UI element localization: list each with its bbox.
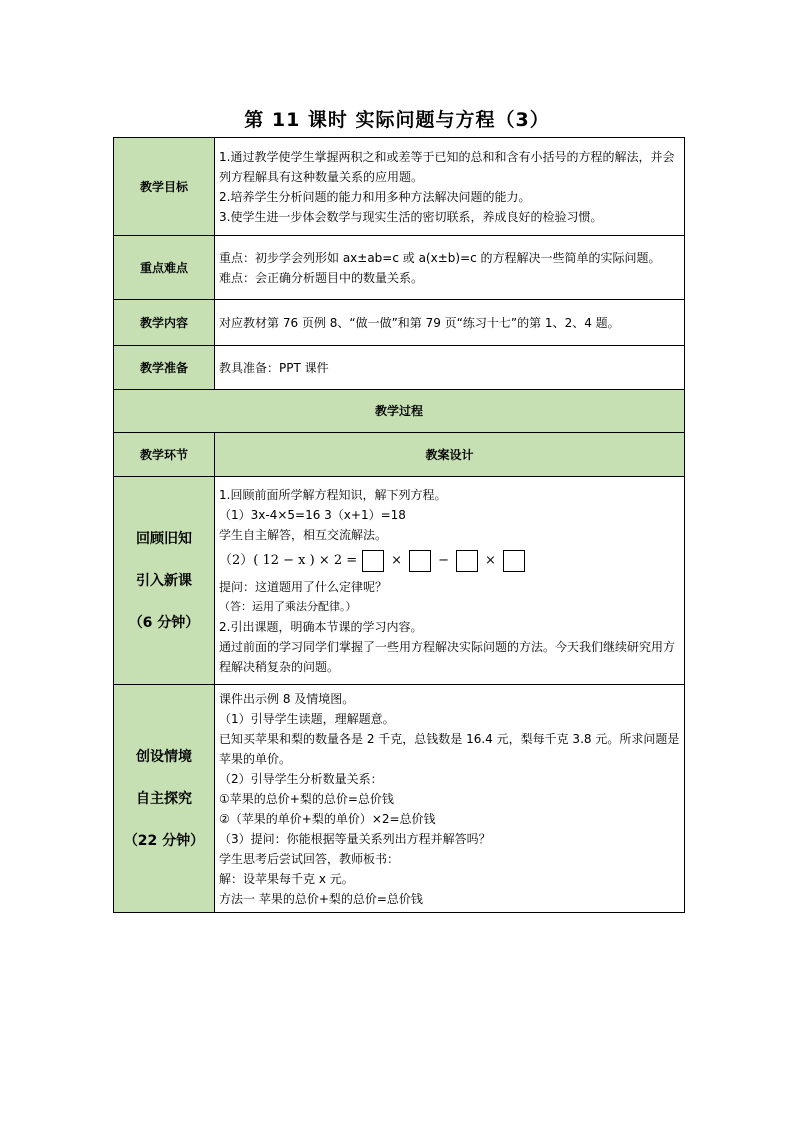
blank-box-3 bbox=[456, 550, 478, 572]
content-stage-2 bbox=[215, 685, 685, 913]
stage-2-line-9: 解：设苹果每千克 x 元。 bbox=[219, 871, 354, 886]
goal-line-1: 1.通过教学使学生掌握两积之和或差等于已知的总和和含有小括号的方程的解法，并会列方程解具有这种数量关系的应用题。 bbox=[219, 149, 675, 184]
stage-2-line-4: （2）引导学生分析数量关系： bbox=[219, 771, 383, 786]
stage-1-line-3: 学生自主解答，相互交流解法。 bbox=[219, 527, 388, 542]
stage-2-label-line-3: （22 分钟） bbox=[123, 832, 205, 849]
minus-sign: − bbox=[438, 552, 449, 568]
stage-2-line-10: 方法一 苹果的总价+梨的总价=总价钱 bbox=[219, 891, 423, 906]
label-stage-2 bbox=[114, 685, 215, 913]
row-key-points bbox=[114, 236, 685, 300]
stage-2-line-6: ②（苹果的单价+梨的单价）×2=总价钱 bbox=[219, 811, 436, 826]
blank-box-2 bbox=[409, 550, 431, 572]
stage-1-line-summary: 通过前面的学习同学们掌握了一些用方程解决实际问题的方法。今天我们继续研究用方程解决稍复杂的问题。 bbox=[219, 639, 676, 674]
process-header: 教学过程 bbox=[114, 390, 685, 433]
label-key-points: 重点难点 bbox=[114, 236, 215, 300]
stage-header-col2: 教案设计 bbox=[215, 433, 685, 477]
stage-2-line-3: 已知买苹果和梨的数量各是 2 千克，总钱数是 16.4 元，梨每千克 3.8 元。所求问题是苹果的单价。 bbox=[219, 731, 680, 766]
stage-2-line-5: ①苹果的总价+梨的总价=总价钱 bbox=[219, 791, 394, 806]
key-point-line-1: 重点：初步学会列形如 ax±ab=c 或 a(x±b)=c 的方程解决一些简单的实际问题。 bbox=[219, 250, 661, 265]
stage-2-line-1: 课件出示例 8 及情境图。 bbox=[219, 691, 355, 706]
row-content bbox=[114, 300, 685, 346]
stage-1-line-2: （1）3x-4×5=16 3（x+1）=18 bbox=[219, 507, 406, 522]
equation-row bbox=[219, 545, 680, 577]
stage-1-question: 提问：这道题用了什么定律呢？ bbox=[219, 579, 388, 594]
stage-2-line-2: （1）引导学生读题，理解题意。 bbox=[219, 711, 395, 726]
lesson-plan-table bbox=[113, 137, 685, 913]
stage-1-line-intro: 2.引出课题，明确本节课的学习内容。 bbox=[219, 619, 423, 634]
blank-box-1 bbox=[362, 550, 384, 572]
row-stage-1 bbox=[114, 477, 685, 685]
row-stage-2 bbox=[114, 685, 685, 913]
stage-2-line-7: （3）提问：你能根据等量关系列出方程并解答吗？ bbox=[219, 831, 491, 846]
goal-line-3: 3.使学生进一步体会数学与现实生活的密切联系，养成良好的检验习惯。 bbox=[219, 209, 603, 224]
label-content: 教学内容 bbox=[114, 300, 215, 346]
times-sign-2: × bbox=[484, 552, 496, 568]
blank-box-4 bbox=[503, 550, 525, 572]
times-sign-1: × bbox=[391, 552, 403, 568]
content-stage-1 bbox=[215, 477, 685, 685]
stage-1-label-line-3: （6 分钟） bbox=[128, 614, 200, 631]
label-stage-1 bbox=[114, 477, 215, 685]
stage-1-label-line-1: 回顾旧知 bbox=[136, 530, 192, 547]
stage-1-answer-note: （答：运用了乘法分配律。） bbox=[219, 599, 357, 613]
row-process-header bbox=[114, 390, 685, 433]
stage-header-col1: 教学环节 bbox=[114, 433, 215, 477]
equation-lhs: （2）( 12 − x ) × 2 = bbox=[219, 552, 358, 568]
page-title: 第 11 课时 实际问题与方程（3） bbox=[244, 109, 550, 131]
content-text: 对应教材第 76 页例 8、“做一做”和第 79 页“练习十七”的第 1、2、4 题。 bbox=[215, 300, 685, 346]
content-key-points bbox=[215, 236, 685, 300]
goal-line-2: 2.培养学生分析问题的能力和用多种方法解决问题的能力。 bbox=[219, 189, 531, 204]
label-prep: 教学准备 bbox=[114, 346, 215, 390]
prep-text: 教具准备：PPT 课件 bbox=[215, 346, 685, 390]
stage-1-label-line-2: 引入新课 bbox=[136, 572, 192, 589]
key-point-line-2: 难点：会正确分析题目中的数量关系。 bbox=[219, 270, 424, 285]
row-prep bbox=[114, 346, 685, 390]
stage-1-line-1: 1.回顾前面所学解方程知识，解下列方程。 bbox=[219, 487, 447, 502]
stage-2-label-line-1: 创设情境 bbox=[136, 748, 192, 765]
label-goals: 教学目标 bbox=[114, 138, 215, 236]
stage-2-line-8: 学生思考后尝试回答，教师板书： bbox=[219, 851, 400, 866]
stage-2-label-line-2: 自主探究 bbox=[136, 790, 192, 807]
row-goals bbox=[114, 138, 685, 236]
content-goals bbox=[215, 138, 685, 236]
row-stage-header bbox=[114, 433, 685, 477]
